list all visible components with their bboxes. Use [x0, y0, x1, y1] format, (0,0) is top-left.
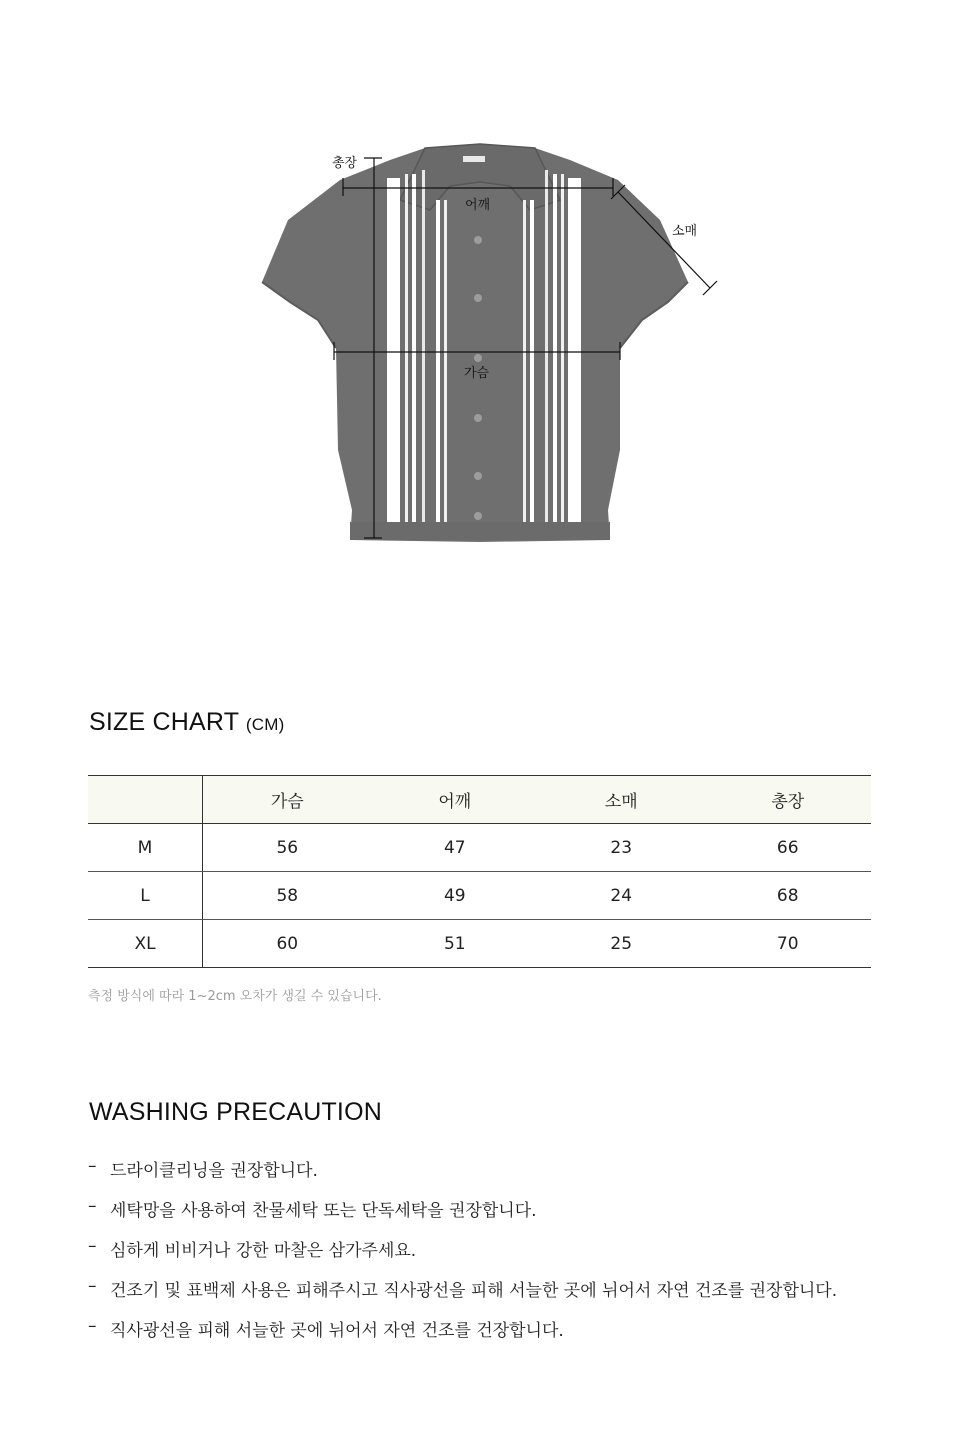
value-cell: 56	[203, 824, 372, 872]
list-item	[88, 1196, 837, 1236]
garment-measurement-diagram	[240, 130, 740, 560]
table-header-row	[88, 776, 871, 824]
value-cell: 68	[704, 872, 871, 920]
value-cell: 24	[538, 872, 704, 920]
list-item	[88, 1236, 837, 1276]
bullet-dash: –	[88, 1236, 97, 1256]
washing-list	[88, 1156, 837, 1356]
shirt-button	[474, 512, 482, 520]
chest-label: 가슴	[464, 366, 490, 381]
value-cell: 70	[704, 920, 871, 968]
value-cell: 47	[372, 824, 538, 872]
bullet-dash: –	[88, 1316, 97, 1336]
size-chart-unit: (CM)	[245, 715, 285, 734]
table-row	[88, 872, 871, 920]
total-length-label: 총장	[332, 156, 358, 171]
list-item	[88, 1316, 837, 1356]
value-cell: 25	[538, 920, 704, 968]
washing-item-text: 세탁망을 사용하여 찬물세탁 또는 단독세탁을 권장합니다.	[110, 1201, 537, 1221]
size-cell: M	[88, 824, 203, 872]
header-cell-chest: 가슴	[203, 776, 372, 824]
size-chart-table	[88, 775, 871, 968]
bullet-dash: –	[88, 1196, 97, 1216]
header-cell	[88, 776, 203, 824]
size-chart-title	[89, 708, 284, 737]
shirt-button	[474, 414, 482, 422]
shirt-button	[474, 354, 482, 362]
list-item	[88, 1156, 837, 1196]
value-cell: 66	[704, 824, 871, 872]
header-cell-sleeve: 소매	[538, 776, 704, 824]
washing-item-text: 드라이클리닝을 권장합니다.	[110, 1161, 318, 1181]
shoulder-label: 어깨	[465, 198, 491, 213]
value-cell: 49	[372, 872, 538, 920]
washing-item-text: 심하게 비비거나 강한 마찰은 삼가주세요.	[110, 1241, 417, 1261]
value-cell: 60	[203, 920, 372, 968]
bullet-dash: –	[88, 1156, 97, 1176]
header-cell-total-length: 총장	[704, 776, 871, 824]
shirt-button	[474, 294, 482, 302]
value-cell: 23	[538, 824, 704, 872]
header-cell-shoulder: 어깨	[372, 776, 538, 824]
value-cell: 51	[372, 920, 538, 968]
sleeve-label: 소매	[672, 224, 698, 239]
measurement-note: 측정 방식에 따라 1~2cm 오차가 생길 수 있습니다.	[88, 989, 382, 1004]
size-cell: L	[88, 872, 203, 920]
shirt-button	[474, 236, 482, 244]
washing-title: WASHING PRECAUTION	[89, 1098, 382, 1126]
table-row	[88, 824, 871, 872]
bullet-dash: –	[88, 1276, 97, 1296]
shirt-button	[474, 472, 482, 480]
size-cell: XL	[88, 920, 203, 968]
size-chart-title-text: SIZE CHART	[89, 708, 239, 736]
table-row	[88, 920, 871, 968]
washing-item-text: 직사광선을 피해 서늘한 곳에 뉘어서 자연 건조를 건장합니다.	[110, 1321, 564, 1341]
list-item	[88, 1276, 837, 1316]
value-cell: 58	[203, 872, 372, 920]
washing-item-text: 건조기 및 표백제 사용은 피해주시고 직사광선을 피해 서늘한 곳에 뉘어서 자연 건조를 권장합니다.	[110, 1281, 838, 1301]
